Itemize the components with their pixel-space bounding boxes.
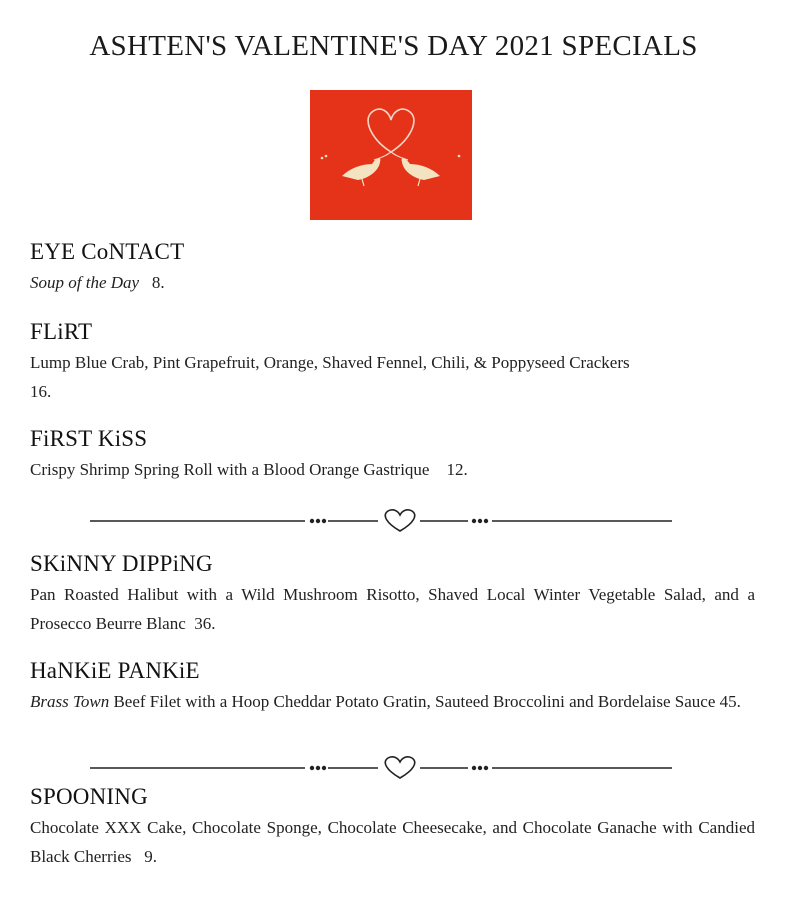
section-heading: EYE CoNTACT [30,239,185,264]
section-description [30,813,755,871]
item-brand: Brass Town [30,692,110,711]
section-heading: FiRST KiSS [30,426,148,451]
menu-section [30,550,755,638]
section-description [30,268,755,297]
section-heading: SKiNNY DIPPiNG [30,551,213,576]
item-price: 16. [30,382,52,401]
menu-section [30,425,755,484]
section-heading: SPOONING [30,784,148,809]
heart-icon [385,757,414,778]
section-heading: FLiRT [30,319,93,344]
menu-title: ASHTEN'S VALENTINE'S DAY 2021 SPECIALS [89,30,698,62]
item-price: 8. [151,273,165,292]
menu-section [30,657,755,716]
item-name: Chocolate XXX Cake, Chocolate Sponge, Chocolate Cheesecake, and Chocolate Ganache with Candied Black Cherries [30,818,755,866]
ornamental-divider [90,505,672,535]
item-name: Lump Blue Crab, Pint Grapefruit, Orange, Shaved Fennel, Chili, & Poppyseed Crackers [30,353,630,372]
heart-icon [385,510,414,531]
item-name: Crispy Shrimp Spring Roll with a Blood Orange Gastrique [30,460,430,479]
menu-section [30,783,755,871]
item-price: 12. [446,460,468,479]
item-name: Soup of the Day [30,273,140,292]
love-birds-heart-icon [310,90,472,220]
item-name: Beef Filet with a Hoop Cheddar Potato Gratin, Sauteed Broccolini and Bordelaise Sauce [113,692,716,711]
item-name: Pan Roasted Halibut with a Wild Mushroom Risotto, Shaved Local Winter Vegetable Salad, and a Prosecco Beurre Blanc [30,585,755,633]
section-description [30,580,755,638]
menu-section [30,238,755,297]
item-price: 36. [194,614,216,633]
section-description [30,348,755,406]
ornamental-divider [90,752,672,782]
menu-section [30,318,755,406]
item-price: 9. [144,847,157,866]
item-price: 45. [719,692,741,711]
section-heading: HaNKiE PANKiE [30,658,200,683]
section-description [30,455,755,484]
section-description [30,687,755,716]
